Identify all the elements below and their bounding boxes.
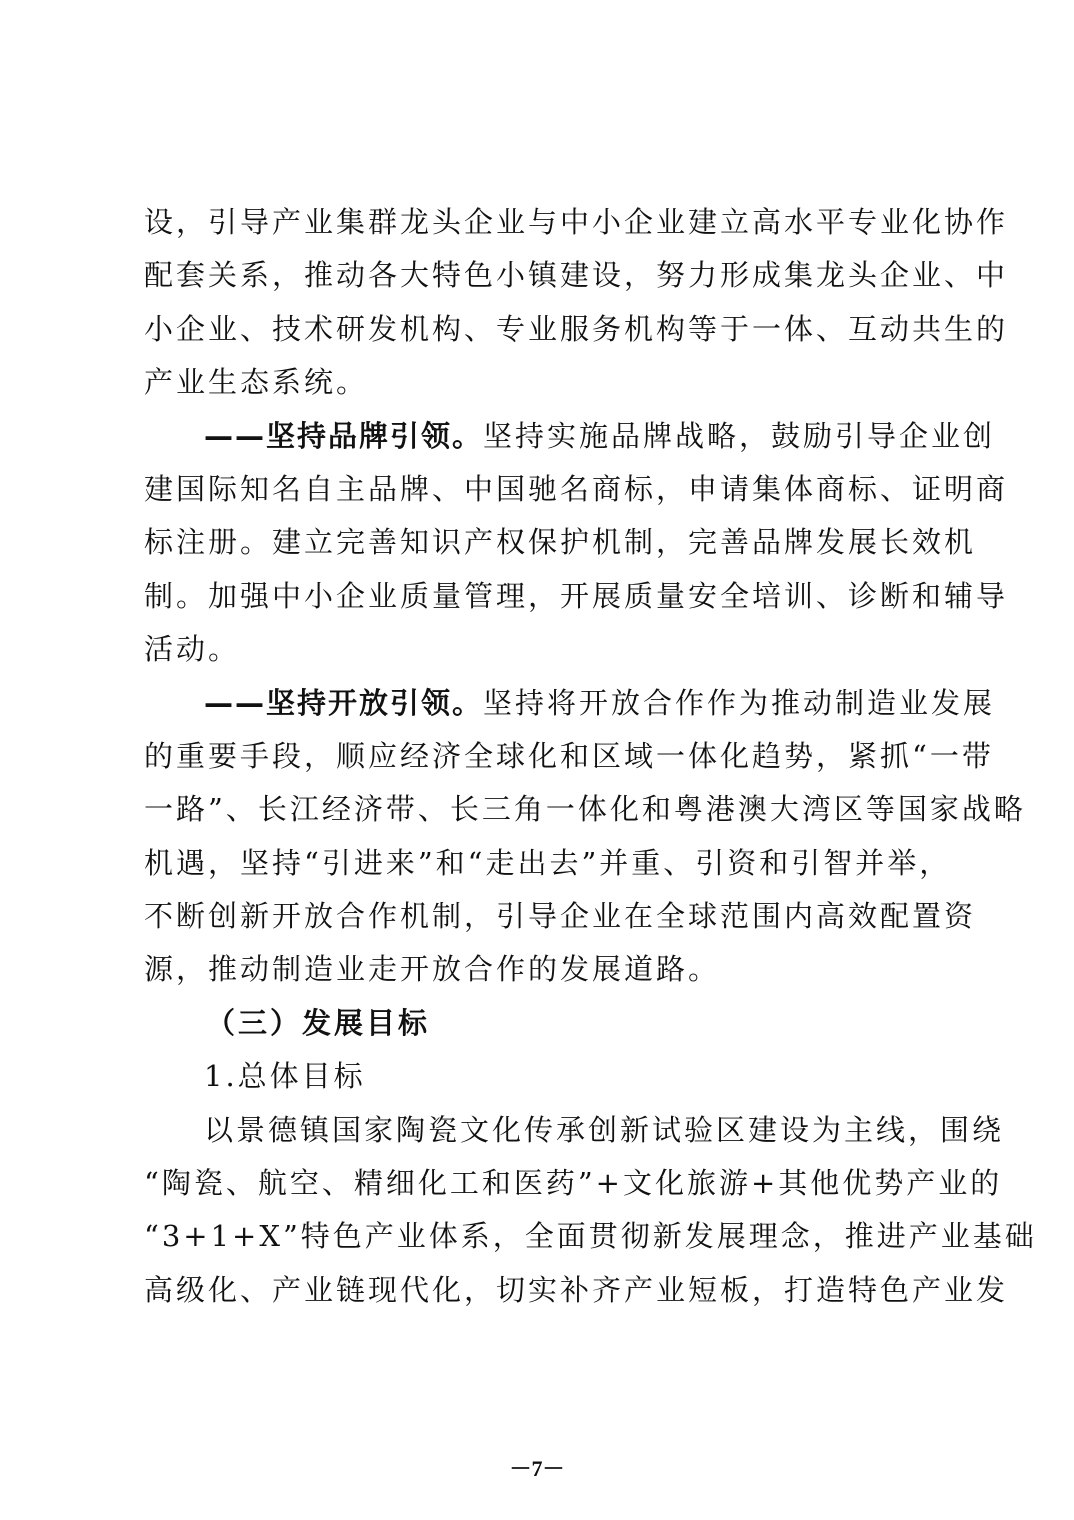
paragraph-line: “陶瓷、航空、精细化工和医药”+文化旅游+其他优势产业的 [144, 1166, 1003, 1201]
paragraph-first-line [144, 410, 996, 463]
sub-title: 1.总体目标 [204, 1059, 366, 1094]
section-title: （三）发展目标 [206, 1005, 431, 1040]
page-number: －7－ [509, 1456, 565, 1481]
paragraph-line: 源，推动制造业走开放合作的发展道路。 [144, 952, 721, 987]
paragraph-line: 标注册。建立完善知识产权保护机制，完善品牌发展长效机 [144, 525, 977, 560]
paragraph-line: 一路”、长江经济带、长三角一体化和粤港澳大湾区等国家战略 [144, 792, 1026, 827]
paragraph-text: 坚持实施品牌战略，鼓励引导企业创 [483, 418, 996, 453]
paragraph-line: 设，引导产业集群龙头企业与中小企业建立高水平专业化协作 [144, 205, 1009, 239]
paragraph-line: 建国际知名自主品牌、中国驰名商标，申请集体商标、证明商 [144, 471, 1009, 506]
document-body [144, 196, 1037, 1317]
brand-lead-heading: ——坚持品牌引领。 [204, 418, 484, 453]
paragraph-line: 高级化、产业链现代化，切实补齐产业短板，打造特色产业发 [144, 1272, 1009, 1307]
paragraph-line: 配套关系，推动各大特色小镇建设，努力形成集龙头企业、中 [144, 258, 1009, 293]
paragraph-first-line: 以景德镇国家陶瓷文化传承创新试验区建设为主线，围绕 [204, 1112, 1005, 1147]
paragraph-line: 活动。 [144, 632, 241, 667]
paragraph-line: 机遇，坚持“引进来”和“走出去”并重、引资和引智并举， [144, 845, 952, 880]
paragraph-line: 产业生态系统。 [144, 365, 369, 400]
paragraph-line: “3+1+X”特色产业体系，全面贯彻新发展理念，推进产业基础 [144, 1219, 1037, 1254]
paragraph-first-line [144, 677, 996, 730]
paragraph-line: 制。加强中小企业质量管理，开展质量安全培训、诊断和辅导 [144, 578, 1009, 613]
paragraph-line: 小企业、技术研发机构、专业服务机构等于一体、互动共生的 [144, 311, 1009, 346]
paragraph-text: 坚持将开放合作作为推动制造业发展 [483, 685, 996, 720]
paragraph-line: 不断创新开放合作机制，引导企业在全球范围内高效配置资 [144, 899, 977, 934]
paragraph-line: 的重要手段，顺应经济全球化和区域一体化趋势，紧抓“一带 [144, 738, 994, 773]
open-lead-heading: ——坚持开放引领。 [204, 685, 484, 720]
